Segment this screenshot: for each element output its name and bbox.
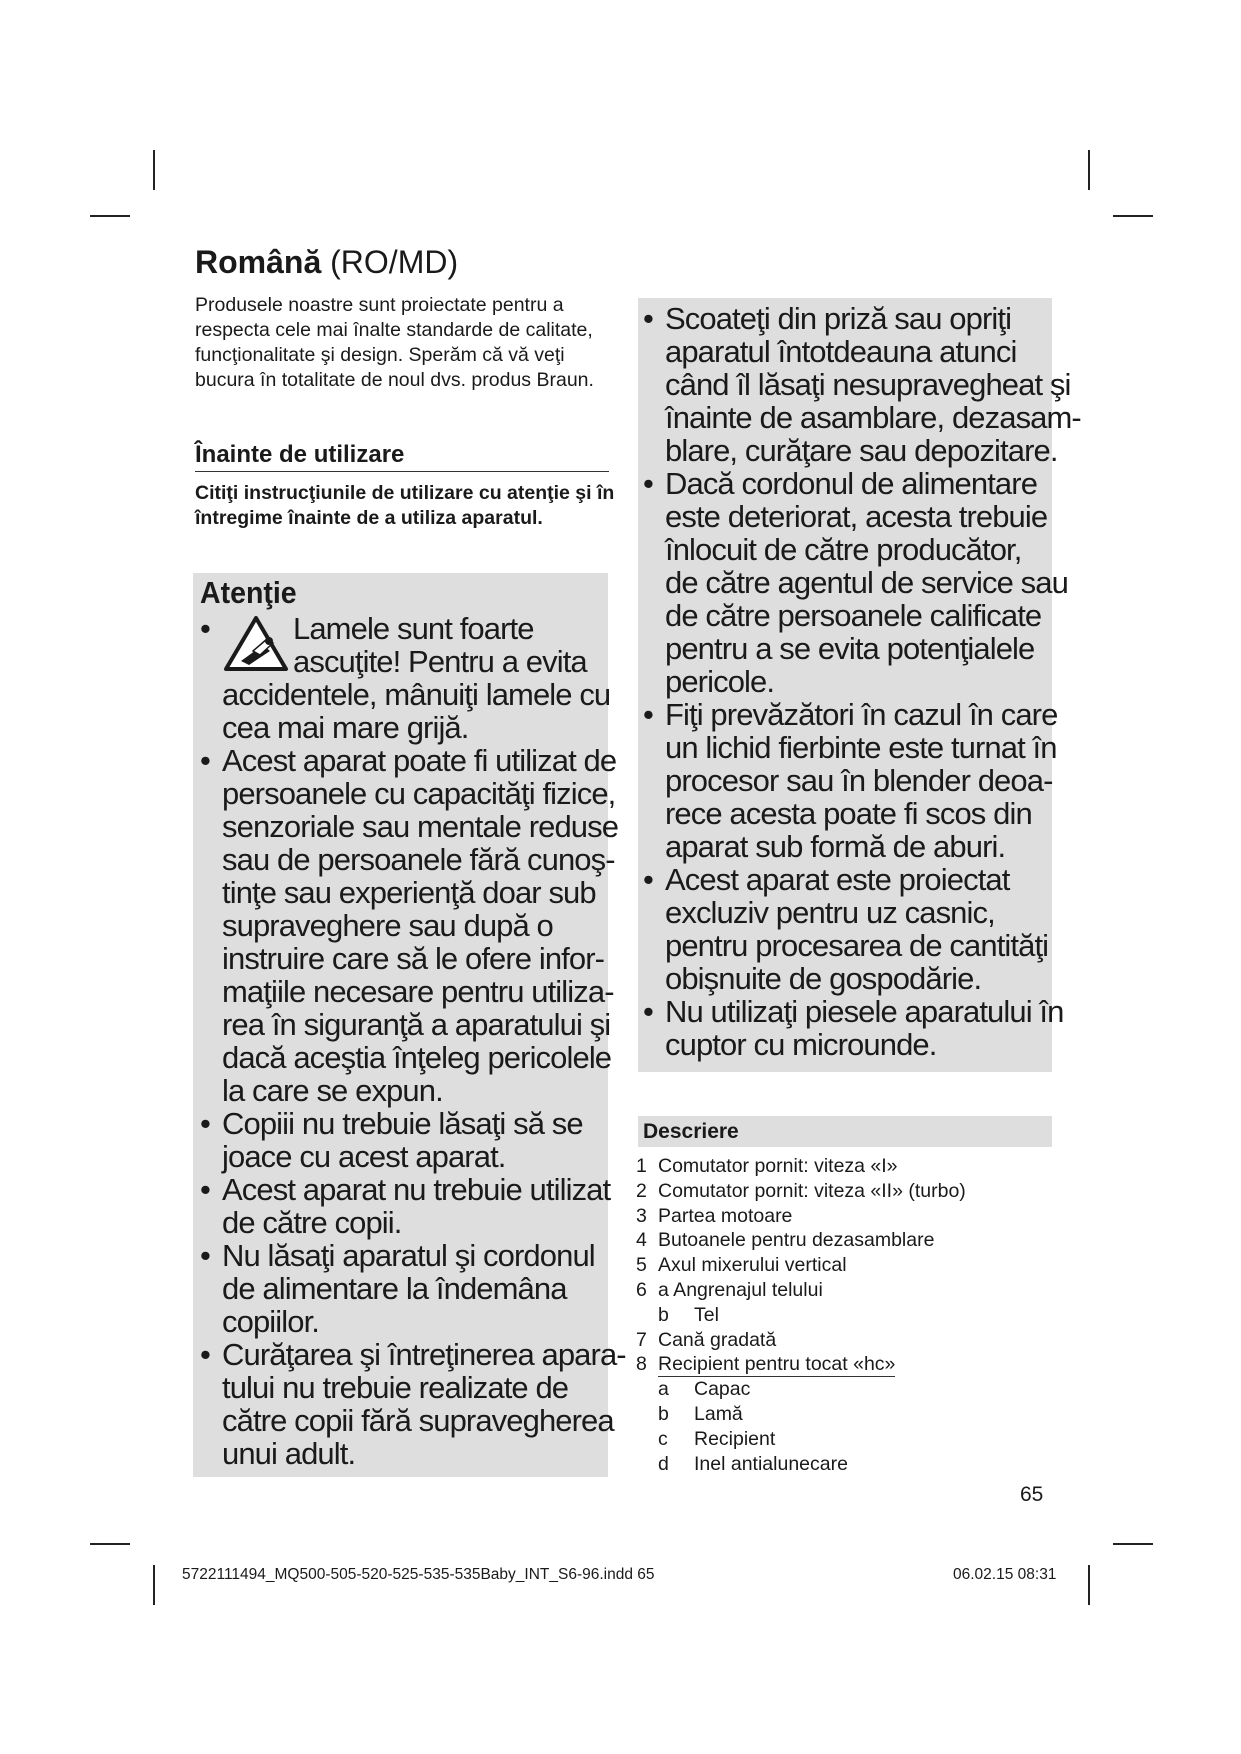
warning-line: Curăţarea şi întreţinerea apara- — [222, 1337, 626, 1372]
warning-line: rece acesta poate fi scos din — [665, 796, 1032, 831]
page-number: 65 — [1020, 1483, 1044, 1506]
row-number: 8 — [636, 1353, 647, 1376]
warning-line: Copiii nu trebuie lăsaţi să se — [222, 1106, 583, 1141]
row-number: 7 — [636, 1328, 647, 1351]
warning-line: tului nu trebuie realizate de — [222, 1370, 569, 1405]
bullet: • — [200, 1238, 210, 1273]
footer-file-name: 5722111494_MQ500-505-520-525-535-535Baby_INT_S6-96.indd 65 — [182, 1566, 655, 1583]
description-list — [636, 1154, 966, 1476]
row-letter: a — [658, 1378, 669, 1401]
warning-line: înainte de asamblare, dezasam- — [665, 400, 1081, 435]
crop-mark-bottom-left-vertical — [153, 1565, 155, 1605]
bullet: • — [643, 466, 653, 501]
warning-item-blades-line2: ascuţite! Pentru a evita — [293, 644, 587, 679]
row-text: Partea motoare — [658, 1204, 793, 1227]
row-number: 1 — [636, 1155, 647, 1177]
crop-mark-bottom-right-horizontal — [1113, 1543, 1153, 1545]
description-row — [636, 1204, 966, 1229]
bullet: • — [200, 1106, 210, 1141]
warning-line: copiilor. — [222, 1304, 320, 1339]
warning-item-microwave — [643, 995, 1063, 1061]
description-subrow — [636, 1452, 966, 1477]
warning-line: de către copii. — [222, 1205, 402, 1240]
warning-line: blare, curăţare sau depozitare. — [665, 433, 1058, 468]
warning-line: de alimentare la îndemâna — [222, 1271, 567, 1306]
description-subrow — [636, 1402, 966, 1427]
description-heading: Descriere — [638, 1116, 1052, 1147]
warning-line: înlocuit de către producător, — [665, 532, 1022, 567]
crop-mark-bottom-right-vertical — [1088, 1565, 1090, 1605]
warning-line: rea în siguranţă a aparatului şi — [222, 1007, 611, 1042]
bullet: • — [200, 743, 210, 778]
warning-item-cleaning — [200, 1337, 626, 1471]
warning-item-reduced-capacity — [200, 744, 620, 1107]
warning-line: procesor sau în blender deoa- — [665, 763, 1053, 798]
crop-mark-top-right-horizontal — [1113, 215, 1153, 217]
warning-line: Acest aparat poate fi utilizat de — [222, 743, 617, 778]
warning-item-blades-line3: accidentele, mânuiţi lamele cu — [222, 677, 611, 712]
bullet: • — [643, 862, 653, 897]
warning-item-unplug — [643, 301, 1081, 468]
warning-line: un lichid fierbinte este turnat în — [665, 730, 1057, 765]
description-row — [636, 1228, 966, 1253]
intro-paragraph: Produsele noastre sunt proiectate pentru a respecta cele mai înalte standarde de calitate, funcţionalitate şi design. Sperăm că vă veţi bucura în totalitate de noul dvs. produs Braun. — [195, 294, 594, 391]
crop-mark-bottom-left-horizontal — [90, 1543, 130, 1545]
row-text: Comutator pornit: viteza «I» — [658, 1155, 898, 1177]
row-text: Recipient — [694, 1427, 776, 1450]
language-code: (RO/MD) — [321, 244, 459, 280]
warning-line: Nu lăsaţi aparatul şi cordonul — [222, 1238, 595, 1273]
bullet: • — [643, 994, 653, 1029]
warning-title: Atenţie — [200, 575, 297, 610]
warning-line: maţiile necesare pentru utiliza- — [222, 974, 614, 1009]
description-row — [636, 1278, 966, 1303]
warning-line: dacă aceştia înţeleg pericolele — [222, 1040, 612, 1075]
warning-line: către copii fără supravegherea — [222, 1403, 614, 1438]
warning-line: Scoateţi din priză sau opriţi — [665, 301, 1012, 336]
warning-line: cuptor cu microunde. — [665, 1027, 937, 1062]
row-number: 4 — [636, 1229, 647, 1252]
row-number: 6 — [636, 1278, 647, 1301]
bullet: • — [200, 1337, 210, 1372]
bullet: • — [643, 301, 653, 336]
warning-line: aparatul întotdeauna atunci — [665, 334, 1017, 369]
row-text: a Angrenajul telului — [658, 1278, 823, 1301]
warning-line: este deteriorat, acesta trebuie — [665, 499, 1048, 534]
before-use-heading: Înainte de utilizare — [195, 441, 609, 472]
warning-line: sau de persoanele fără cunoş- — [222, 842, 615, 877]
row-text: Recipient pentru tocat «hc» — [658, 1353, 896, 1376]
warning-item-household-use — [643, 863, 1063, 995]
warning-item-blades-line1: Lamele sunt foarte — [293, 611, 534, 646]
sharp-blade-hazard-icon — [223, 615, 289, 673]
warning-line: unui adult. — [222, 1436, 356, 1471]
crop-mark-top-left-horizontal — [90, 215, 130, 217]
language-name: Română — [195, 244, 322, 280]
row-letter: c — [658, 1427, 668, 1450]
warning-line: senzoriale sau mentale reduse — [222, 809, 619, 844]
warning-line: Acest aparat nu trebuie utilizat — [222, 1172, 611, 1207]
warning-line: de către persoanele calificate — [665, 598, 1042, 633]
warning-line: când îl lăsaţi nesupravegheat şi — [665, 367, 1071, 402]
warning-line: tinţe sau experienţă doar sub — [222, 875, 596, 910]
bullet: • — [200, 611, 210, 646]
warning-line: aparat sub formă de aburi. — [665, 829, 1006, 864]
warning-item-no-children-use — [200, 1173, 620, 1239]
warning-line: de către agentul de service sau — [665, 565, 1068, 600]
warning-line: Dacă cordonul de alimentare — [665, 466, 1038, 501]
row-letter: d — [658, 1452, 669, 1475]
crop-mark-top-left-vertical — [153, 150, 155, 190]
read-instructions-note: Citiţi instrucţiunile de utilizare cu atenţie şi în întregime înainte de a utiliza aparatul. — [195, 482, 615, 529]
crop-mark-top-right-vertical — [1088, 150, 1090, 190]
warning-line: instruire care să le ofere infor- — [222, 941, 605, 976]
warning-item-damaged-cord — [643, 466, 1068, 699]
row-text: Capac — [694, 1378, 751, 1401]
description-subrow — [636, 1427, 966, 1452]
description-subrow — [636, 1377, 966, 1402]
row-text: Lamă — [694, 1402, 743, 1425]
row-text: Inel antialunecare — [694, 1452, 848, 1475]
description-row — [636, 1154, 966, 1179]
description-row — [636, 1328, 966, 1353]
description-row — [636, 1352, 966, 1377]
right-warning-list — [643, 301, 1081, 1062]
warning-line: la care se expun. — [222, 1073, 443, 1108]
warning-line: pentru a se evita potenţialele — [665, 631, 1035, 666]
row-text: Butoanele pentru dezasamblare — [658, 1229, 935, 1252]
row-number: 2 — [636, 1179, 647, 1202]
description-row — [636, 1179, 966, 1204]
row-number: 3 — [636, 1204, 647, 1227]
warning-item-out-of-reach — [200, 1239, 620, 1338]
warning-line: Acest aparat este proiectat — [665, 862, 1010, 897]
warning-line: pentru procesarea de cantităţi — [665, 928, 1049, 963]
warning-line: Fiţi prevăzători în cazul în care — [665, 697, 1058, 732]
warning-line: persoanele cu capacităţi fizice, — [222, 776, 616, 811]
warning-line: supraveghere sau după o — [222, 908, 553, 943]
row-text: Comutator pornit: viteza «II» (turbo) — [658, 1179, 966, 1202]
warning-item-children-play — [200, 1107, 620, 1173]
warning-line: excluziv pentru uz casnic, — [665, 895, 995, 930]
warning-line: joace cu acest aparat. — [222, 1139, 506, 1174]
bullet: • — [200, 1172, 210, 1207]
row-text: Tel — [694, 1303, 719, 1326]
row-number: 5 — [636, 1254, 647, 1277]
description-subrow — [636, 1303, 966, 1328]
warning-item-blades-line4: cea mai mare grijă. — [222, 710, 469, 745]
row-text: Cană gradată — [658, 1328, 777, 1351]
warning-list — [200, 611, 626, 1471]
bullet: • — [643, 697, 653, 732]
warning-item-blades — [200, 612, 620, 744]
warning-line: obişnuite de gospodărie. — [665, 961, 982, 996]
page-title — [195, 244, 458, 281]
description-row — [636, 1253, 966, 1278]
warning-item-hot-liquid — [643, 698, 1063, 863]
warning-line: Nu utilizaţi piesele aparatului în — [665, 994, 1064, 1029]
warning-line: pericole. — [665, 664, 775, 699]
row-text: Axul mixerului vertical — [658, 1254, 847, 1277]
row-letter: b — [658, 1303, 669, 1326]
footer-datetime: 06.02.15 08:31 — [953, 1566, 1057, 1583]
row-letter: b — [658, 1402, 669, 1425]
